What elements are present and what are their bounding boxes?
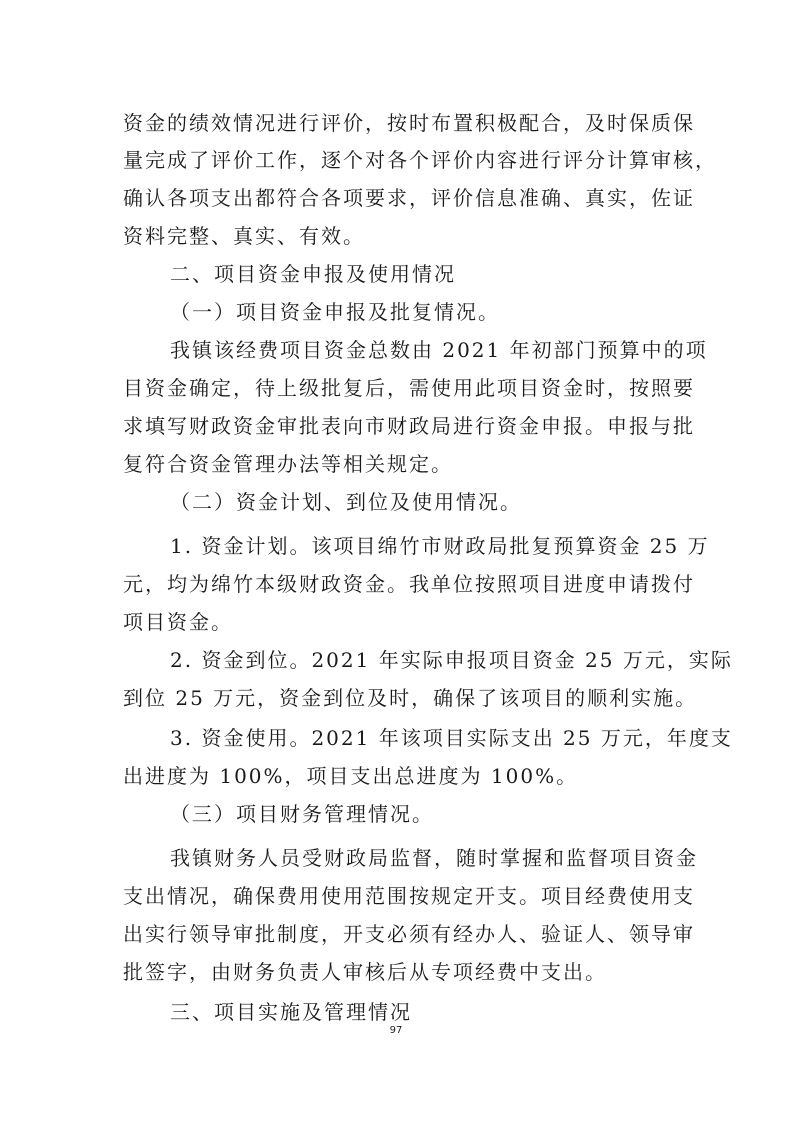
paragraph-line: 求填写财政资金审批表向市财政局进行资金申报。申报与批 xyxy=(123,414,695,438)
paragraph-line: 批签字，由财务负责人审核后从专项经费中支出。 xyxy=(123,960,607,984)
paragraph-line: 复符合资金管理办法等相关规定。 xyxy=(123,452,453,476)
paragraph-line: 出实行领导审批制度，开支必须有经办人、验证人、领导审 xyxy=(123,922,695,946)
page-number: 97 xyxy=(389,1025,403,1036)
paragraph-line: 我镇该经费项目资金总数由 2021 年初部门预算中的项 xyxy=(170,338,708,362)
paragraph-line: 出进度为 100%，项目支出总进度为 100%。 xyxy=(123,764,579,788)
paragraph-line: 支出情况，确保费用使用范围按规定开支。项目经费使用支 xyxy=(123,884,695,908)
subsection-heading: （一）项目资金申报及批复情况。 xyxy=(170,300,500,324)
section-heading: 三、项目实施及管理情况 xyxy=(170,1000,412,1024)
paragraph-line: 目资金确定，待上级批复后，需使用此项目资金时，按照要 xyxy=(123,376,695,400)
paragraph-line: 1. 资金计划。该项目绵竹市财政局批复预算资金 25 万 xyxy=(170,534,710,558)
paragraph-line: 项目资金。 xyxy=(123,610,233,634)
paragraph-line: 量完成了评价工作，逐个对各个评价内容进行评分计算审核， xyxy=(123,148,717,172)
subsection-heading: （二）资金计划、到位及使用情况。 xyxy=(170,490,522,514)
paragraph-line: 确认各项支出都符合各项要求，评价信息准确、真实，佐证 xyxy=(123,186,695,210)
paragraph-line: 2. 资金到位。2021 年实际申报项目资金 25 万元，实际 xyxy=(170,648,733,672)
paragraph-line: 资料完整、真实、有效。 xyxy=(123,224,365,248)
subsection-heading: （三）项目财务管理情况。 xyxy=(170,802,434,826)
paragraph-line: 3. 资金使用。2021 年该项目实际支出 25 万元，年度支 xyxy=(170,726,733,750)
paragraph-line: 我镇财务人员受财政局监督，随时掌握和监督项目资金 xyxy=(170,846,698,870)
paragraph-line: 到位 25 万元，资金到位及时，确保了该项目的顺利实施。 xyxy=(123,686,698,710)
paragraph-line: 元，均为绵竹本级财政资金。我单位按照项目进度申请拨付 xyxy=(123,572,695,596)
section-heading: 二、项目资金申报及使用情况 xyxy=(170,262,456,286)
paragraph-line: 资金的绩效情况进行评价，按时布置积极配合，及时保质保 xyxy=(123,111,695,135)
